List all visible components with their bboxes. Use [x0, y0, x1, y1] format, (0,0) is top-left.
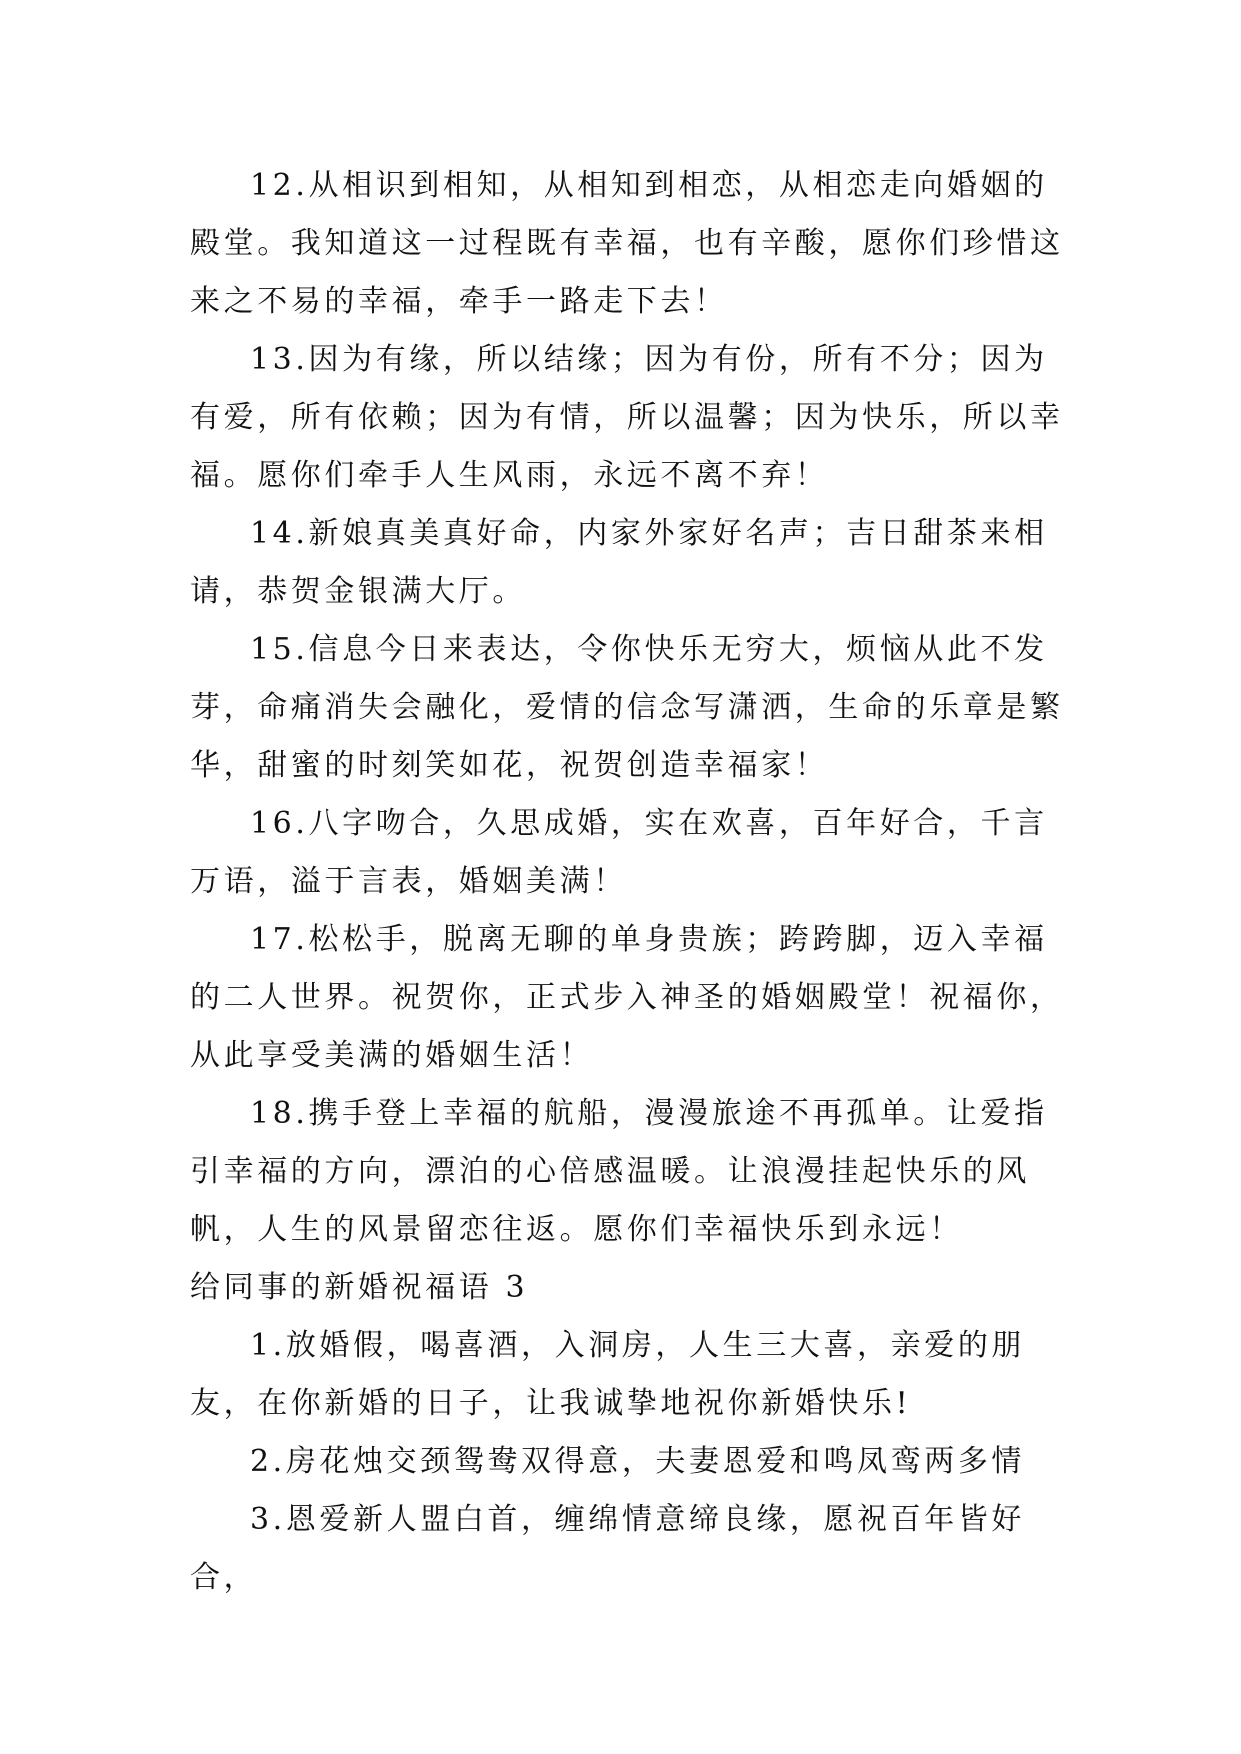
section-paragraph-1: 1.放婚假，喝喜酒，入洞房，人生三大喜，亲爱的朋友，在你新婚的日子，让我诚挚地祝你新婚快乐! — [190, 1328, 1026, 1421]
paragraph-18: 18.携手登上幸福的航船，漫漫旅途不再孤单。让爱指引幸福的方向，漂泊的心倍感温暖。让浪漫挂起快乐的风帆，人生的风景留恋往返。愿你们幸福快乐到永远！ — [190, 1096, 1048, 1247]
document-body — [190, 157, 1070, 1607]
section-paragraph-3: 3.恩爱新人盟白首，缠绵情意缔良缘，愿祝百年皆好合， — [190, 1502, 1026, 1595]
paragraph-12: 12.从相识到相知，从相知到相恋，从相恋走向婚姻的殿堂。我知道这一过程既有幸福，也有辛酸，愿你们珍惜这来之不易的幸福，牵手一路走下去！ — [190, 168, 1064, 319]
paragraph-16: 16.八字吻合，久思成婚，实在欢喜，百年好合，千言万语，溢于言表，婚姻美满！ — [190, 806, 1048, 899]
paragraph-14: 14.新娘真美真好命，内家外家好名声；吉日甜茶来相请，恭贺金银满大厅。 — [190, 516, 1048, 609]
paragraph-17: 17.松松手，脱离无聊的单身贵族；跨跨脚，迈入幸福的二人世界。祝贺你，正式步入神圣的婚姻殿堂！祝福你，从此享受美满的婚姻生活！ — [190, 922, 1064, 1073]
paragraph-13: 13.因为有缘，所以结缘；因为有份，所有不分；因为有爱，所有依赖；因为有情，所以温馨；因为快乐，所以幸福。愿你们牵手人生风雨，永远不离不弃！ — [190, 342, 1064, 493]
paragraph-15: 15.信息今日来表达，令你快乐无穷大，烦恼从此不发芽，命痛消失会融化，爱情的信念写潇洒，生命的乐章是繁华，甜蜜的时刻笑如花，祝贺创造幸福家！ — [190, 632, 1064, 783]
section-heading: 给同事的新婚祝福语 3 — [190, 1270, 529, 1305]
section-paragraph-2: 2.房花烛交颈鸳鸯双得意，夫妻恩爱和鸣凤鸾两多情 — [250, 1444, 1026, 1479]
